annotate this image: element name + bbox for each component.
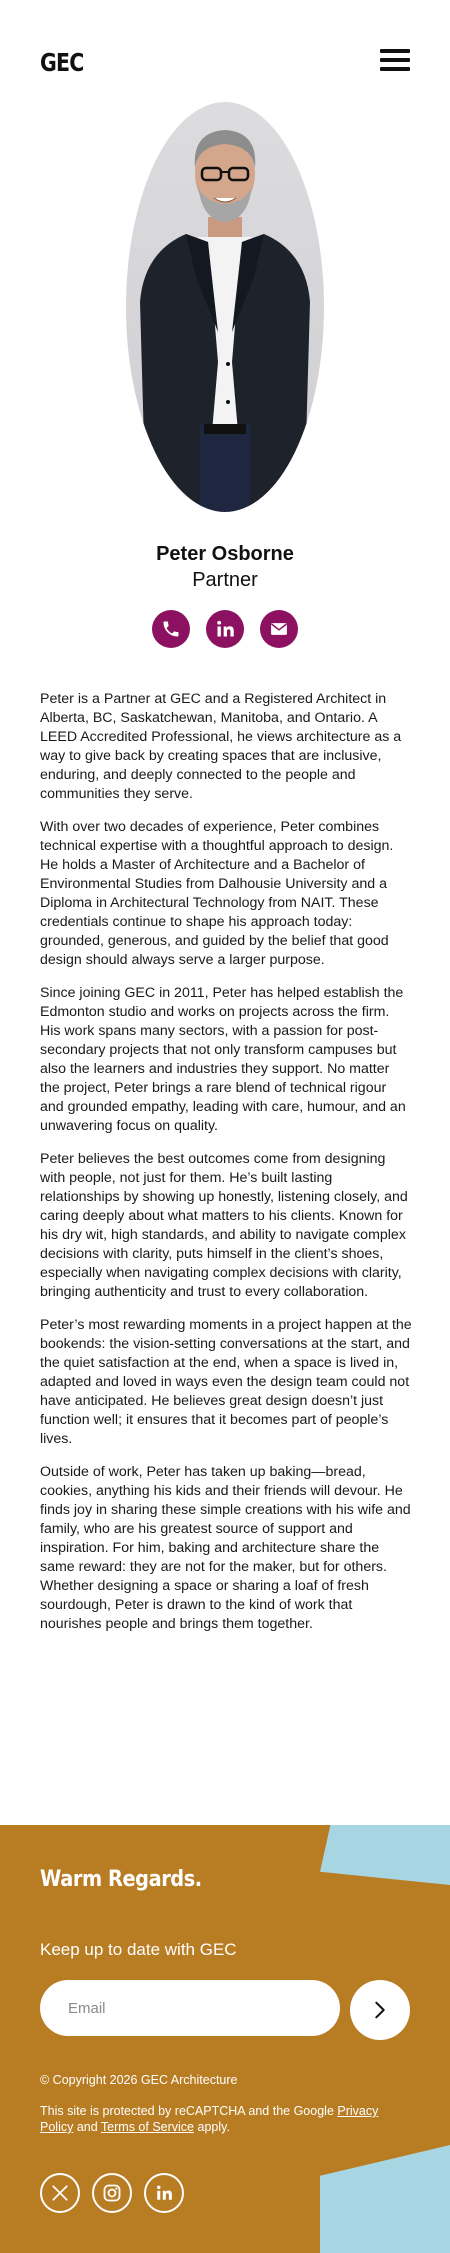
linkedin-button[interactable] bbox=[206, 610, 244, 648]
bio-paragraph: Peter’s most rewarding moments in a project happen at the bookends: the vision-setting conversations at the start, and the quiet satisfaction at the end, when a space is lived in, adapted and loved in ways even the design team could not have anticipated. He believes great design doesn’t just function well; it ensures that it becomes part of people’s lives. bbox=[40, 1317, 412, 1447]
profile-photo bbox=[126, 102, 324, 512]
hamburger-menu-icon[interactable] bbox=[380, 49, 410, 71]
chevron-right-icon bbox=[369, 1999, 391, 2021]
contact-links bbox=[0, 610, 450, 648]
x-twitter-link[interactable] bbox=[40, 2173, 80, 2213]
phone-button[interactable] bbox=[152, 610, 190, 648]
x-twitter-icon bbox=[51, 2184, 69, 2202]
email-icon bbox=[269, 619, 289, 639]
bio-paragraph: Since joining GEC in 2011, Peter has helped establish the Edmonton studio and works on projects across the firm. His work spans many sectors, with a passion for post-secondary projects that not only transform campuses but also the learners and industries they support. No matter the project, Peter brings a rare blend of technical rigour and grounded empathy, leading with care, humour, and an unwavering focus on quality. bbox=[40, 985, 406, 1134]
instagram-link[interactable] bbox=[92, 2173, 132, 2213]
instagram-icon bbox=[102, 2183, 122, 2203]
bio-paragraph: Peter believes the best outcomes come from designing with people, not just for them. He’s built lasting relationships by showing up honestly, listening closely, and caring deeply about what matters to his clients. Known for his dry wit, high standards, and ability to navigate complex decisions with clarity, puts himself in the client’s shoes, especially when navigating complex decisions with clarity, bringing authenticity and trust to every collaboration. bbox=[40, 1151, 408, 1300]
decorative-shape bbox=[320, 1825, 450, 1885]
privacy-policy-link[interactable]: Privacy Policy bbox=[40, 2104, 379, 2134]
email-button[interactable] bbox=[260, 610, 298, 648]
site-footer bbox=[0, 1825, 450, 2253]
bio-paragraph: With over two decades of experience, Peter combines technical expertise with a thoughtful approach to design. He holds a Master of Architecture and a Bachelor of Environmental Studies from Dalhousie University and a Diploma in Architectural Technology from NAIT. These credentials continue to shape his approach today: grounded, generous, and guided by the belief that good design should always serve a larger purpose. bbox=[40, 819, 394, 968]
bio-section bbox=[40, 690, 412, 1648]
linkedin-icon bbox=[155, 2184, 173, 2202]
linkedin-link[interactable] bbox=[144, 2173, 184, 2213]
newsletter-submit-button[interactable] bbox=[350, 1980, 410, 2040]
linkedin-icon bbox=[215, 619, 235, 639]
recaptcha-and: and bbox=[73, 2120, 101, 2134]
terms-of-service-link[interactable]: Terms of Service bbox=[100, 2120, 195, 2134]
decorative-shape bbox=[320, 2145, 450, 2253]
email-input[interactable] bbox=[40, 1980, 340, 2036]
recaptcha-prefix: This site is protected by reCAPTCHA and the Google bbox=[40, 2104, 338, 2118]
copyright-text: © Copyright 2026 GEC Architecture bbox=[40, 2073, 238, 2087]
recaptcha-notice bbox=[40, 2103, 410, 2135]
profile-name: Peter Osborne bbox=[156, 543, 294, 565]
phone-icon bbox=[161, 619, 181, 639]
bio-paragraph: Peter is a Partner at GEC and a Registered Architect in Alberta, BC, Saskatchewan, Manitoba, and Ontario. A LEED Accredited Professional, he views architecture as a way to give back by creating spaces that are inclusive, enduring, and deeply connected to the people and communities they serve. bbox=[40, 691, 402, 802]
footer-heading: Warm Regards. bbox=[40, 1867, 202, 1892]
newsletter-label: Keep up to date with GEC bbox=[40, 1940, 237, 1959]
recaptcha-suffix: apply. bbox=[194, 2120, 230, 2134]
profile-title: Partner bbox=[192, 569, 258, 591]
bio-paragraph: Outside of work, Peter has taken up baking—bread, cookies, anything his kids and their friends will devour. He finds joy in sharing these simple creations with his wife and family, who are his greatest source of support and inspiration. For him, baking and architecture share the same reward: they are not for the maker, but for others. Whether designing a space or sharing a loaf of fresh sourdough, Peter is drawn to the kind of work that nourishes people and brings them together. bbox=[40, 1464, 411, 1632]
gec-logo[interactable]: GEC bbox=[40, 48, 84, 77]
